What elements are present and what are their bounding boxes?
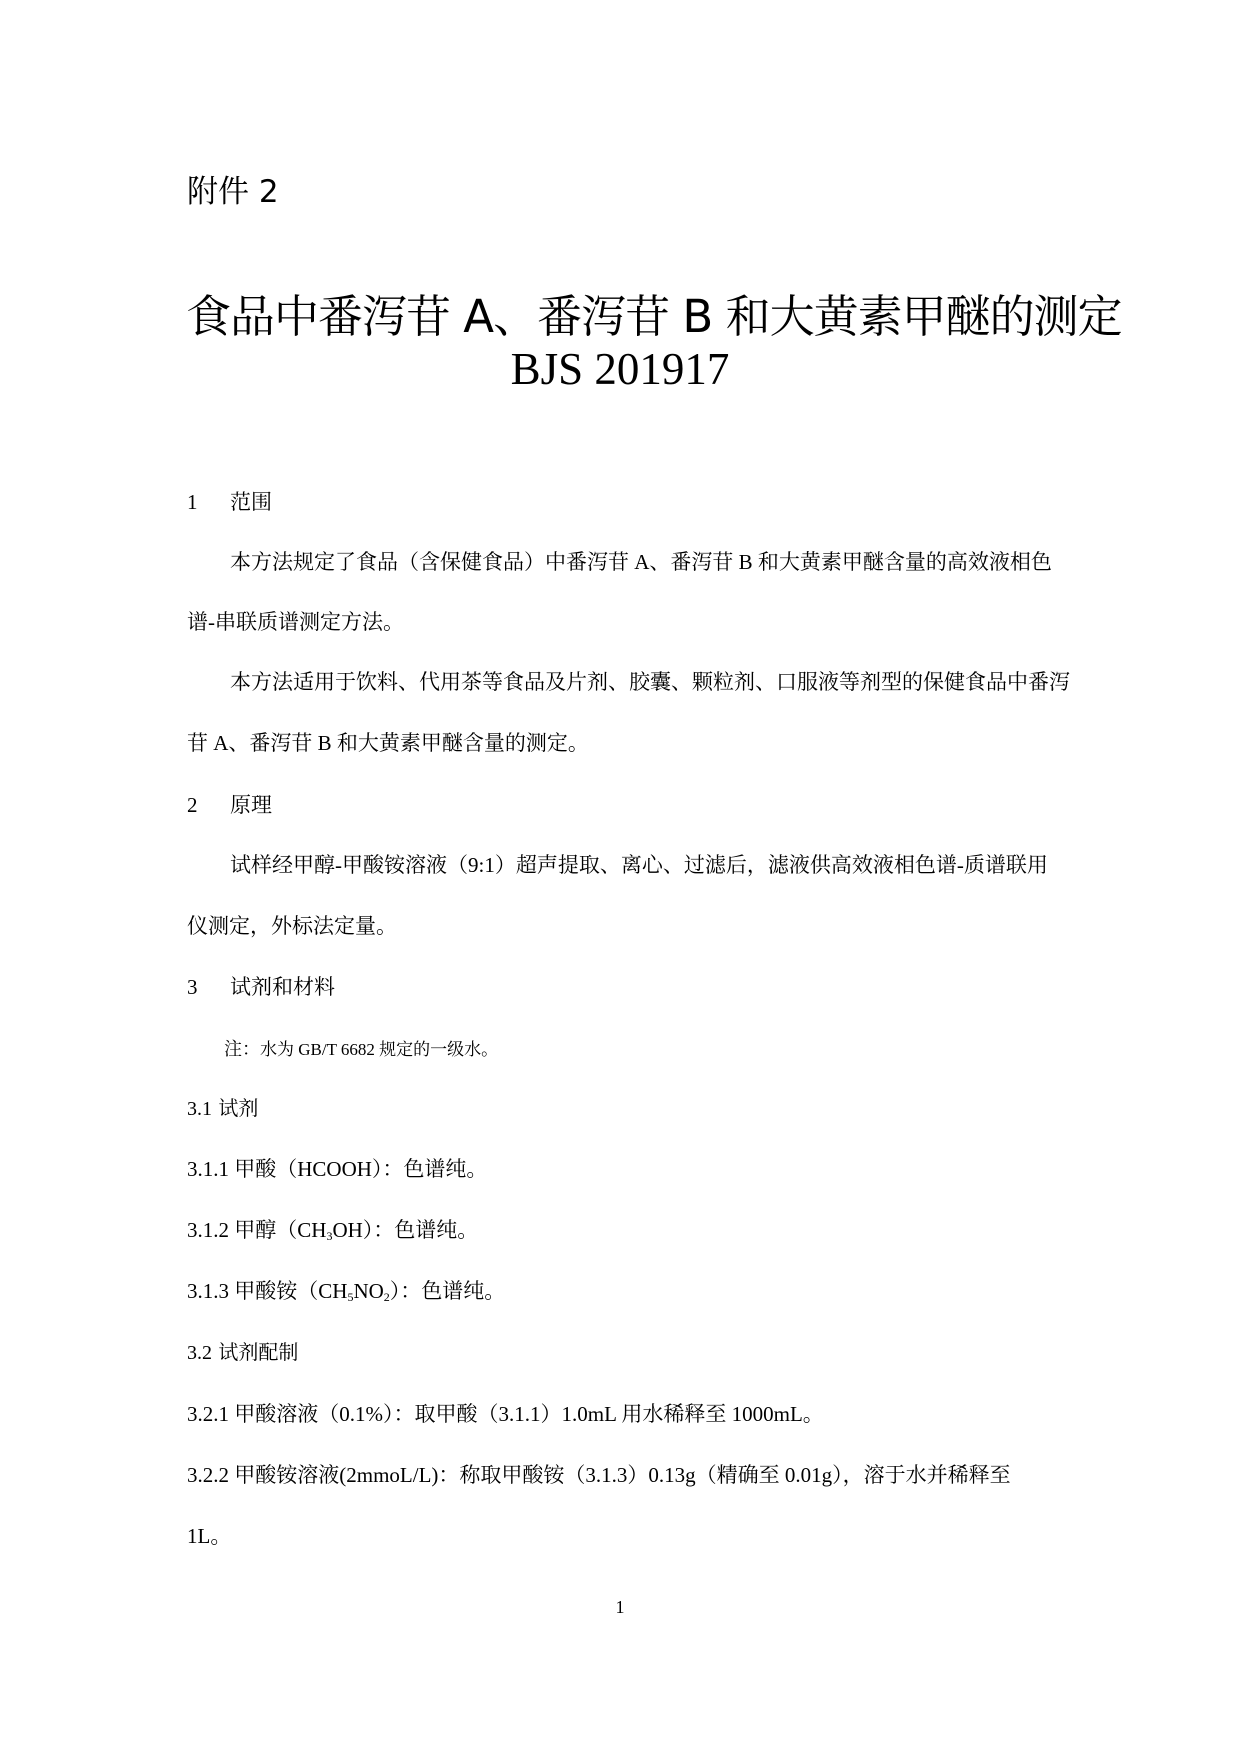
subsection-number: 3.1 [187, 1098, 212, 1120]
preparation-item-continued: 1L。 [187, 1524, 232, 1548]
note-text: 水为 GB/T 6682 规定的一级水。 [260, 1040, 499, 1059]
subsection-heading-reagents [187, 1092, 258, 1121]
reagent-item [187, 1214, 478, 1244]
note-label: 注： [224, 1039, 260, 1060]
note [224, 1035, 498, 1061]
text: 3.1.3 甲酸铵（CH [187, 1279, 348, 1303]
page-number: 1 [615, 1597, 625, 1617]
preparation-item: 3.2.2 甲酸铵溶液(2mmoL/L)：称取甲酸铵（3.1.3）0.13g（精确至 0.01g），溶于水并稀释至 [187, 1463, 1011, 1487]
text: OH）：色谱纯。 [332, 1218, 479, 1242]
text: 3.1.2 甲醇（CH [187, 1218, 327, 1242]
section-number: 1 [187, 490, 198, 514]
preparation-item: 3.2.1 甲酸溶液（0.1%）：取甲酸（3.1.1）1.0mL 用水稀释至 1000mL。 [187, 1402, 824, 1426]
text: ）：色谱纯。 [389, 1279, 506, 1303]
standard-code: BJS 201917 [510, 344, 730, 394]
paragraph-line: 本方法规定了食品（含保健食品）中番泻苷 A、番泻苷 B 和大黄素甲醚含量的高效液相色 [230, 550, 1052, 574]
subsection-heading-preparation [187, 1336, 298, 1365]
section-title: 范围 [230, 490, 272, 514]
subscript: 5 [347, 1290, 354, 1304]
paragraph-line: 谱-串联质谱测定方法。 [187, 610, 404, 634]
section-heading-reagents [187, 971, 335, 1001]
section-title: 原理 [230, 793, 272, 817]
subsection-title: 试剂配制 [218, 1340, 299, 1364]
section-number: 2 [187, 793, 198, 817]
subsection-number: 3.2 [187, 1342, 212, 1364]
document-title: 食品中番泻苷 A、番泻苷 B 和大黄素甲醚的测定 [186, 290, 1122, 343]
subscript: 3 [326, 1229, 333, 1243]
reagent-item [187, 1275, 505, 1305]
subsection-title: 试剂 [218, 1096, 259, 1120]
text: NO [353, 1279, 384, 1303]
attachment-label: 附件 2 [187, 174, 279, 210]
paragraph-line: 试样经甲醇-甲酸铵溶液（9:1）超声提取、离心、过滤后，滤液供高效液相色谱-质谱联用 [230, 853, 1048, 877]
subscript: 2 [383, 1290, 390, 1304]
paragraph-line: 苷 A、番泻苷 B 和大黄素甲醚含量的测定。 [187, 731, 589, 755]
paragraph-line: 本方法适用于饮料、代用茶等食品及片剂、胶囊、颗粒剂、口服液等剂型的保健食品中番泻 [230, 670, 1070, 694]
section-heading-scope [187, 486, 272, 516]
section-number: 3 [187, 975, 198, 999]
section-title: 试剂和材料 [230, 975, 335, 999]
section-heading-principle [187, 789, 272, 819]
reagent-item: 3.1.1 甲酸（HCOOH）：色谱纯。 [187, 1157, 488, 1181]
paragraph-line: 仪测定，外标法定量。 [187, 914, 397, 938]
